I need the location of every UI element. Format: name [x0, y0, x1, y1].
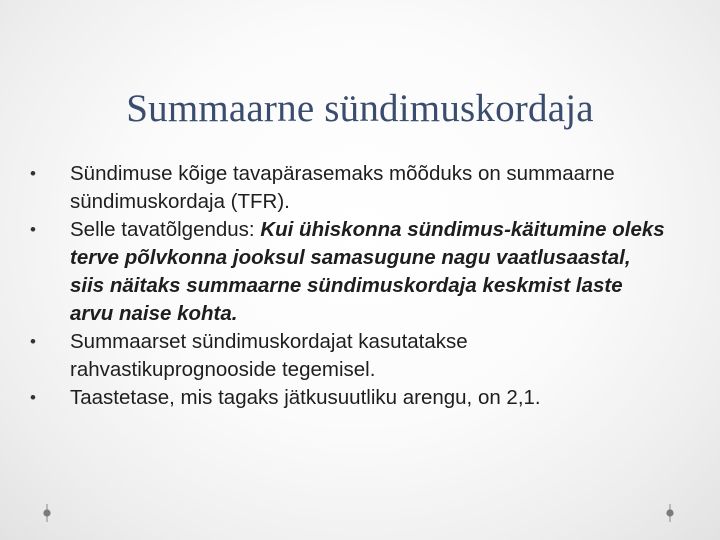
bullet-item	[30, 216, 670, 328]
bullet-item	[30, 384, 670, 412]
bullet-item	[30, 160, 670, 216]
bullet-text: Taastetase, mis tagaks jätkusuutliku arengu, on 2,1.	[70, 386, 541, 409]
bullet-text: Sündimuse kõige tavapärasemaks mõõduks on summaarne sündimuskordaja (TFR).	[70, 162, 615, 213]
pin-ornament-icon	[665, 504, 675, 522]
bullet-text-emphasis: Kui ühiskonna sündimus-käitumine oleks terve põlvkonna jooksul samasugune nagu vaatlusaastal, siis näitaks summaarne sündimuskordaja keskmist laste arvu naise kohta.	[70, 218, 665, 325]
bullet-dot-icon: •	[30, 220, 36, 239]
pin-ornament-icon	[42, 504, 52, 522]
bullet-dot-icon: •	[30, 388, 36, 407]
bullet-dot-icon: •	[30, 332, 36, 351]
bullet-text: Summaarset sündimuskordajat kasutatakse rahvastikuprognooside tegemisel.	[70, 330, 468, 381]
bullet-list	[30, 160, 670, 412]
bullet-dot-icon: •	[30, 164, 36, 183]
bullet-item	[30, 328, 670, 384]
slide-title: Summaarne sündimuskordaja	[126, 87, 594, 130]
bullet-text-prefix: Selle tavatõlgendus:	[70, 218, 261, 241]
